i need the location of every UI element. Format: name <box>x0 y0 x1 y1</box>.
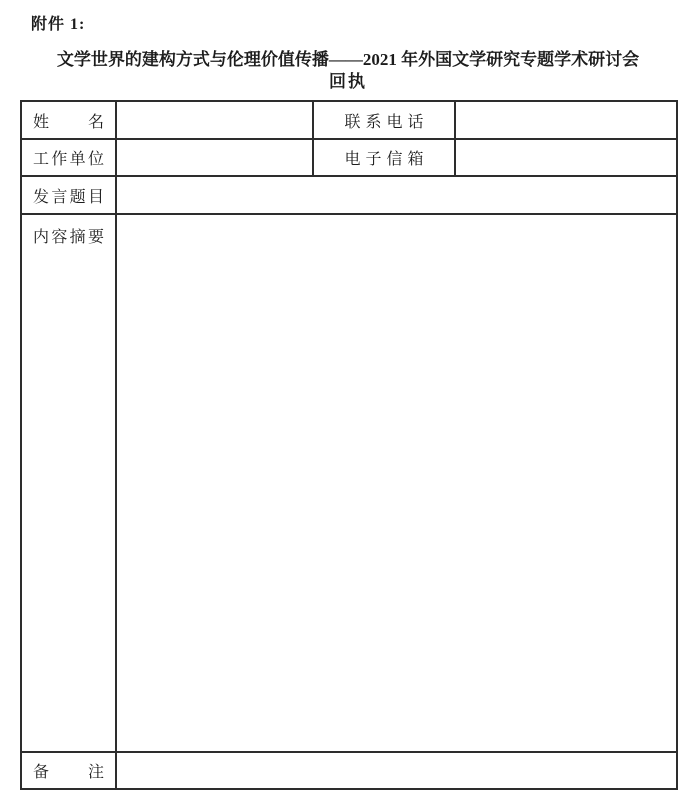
phone-value-cell <box>455 101 677 139</box>
name-value-cell <box>116 101 313 139</box>
table-row-topic <box>21 176 677 214</box>
topic-label-cell: 发言题目 <box>21 176 116 214</box>
remarks-label-cell: 备注 <box>21 752 116 789</box>
table-row-remarks <box>21 752 677 789</box>
table-row-abstract <box>21 214 677 752</box>
table-row-name-phone <box>21 101 677 139</box>
email-value-cell <box>455 139 677 176</box>
abstract-value-cell <box>116 214 677 752</box>
attachment-label: 附件 1: <box>31 16 86 33</box>
work-unit-value-cell <box>116 139 313 176</box>
form-title: 文学世界的建构方式与伦理价值传播——2021 年外国文学研究专题学术研讨会 <box>56 50 640 69</box>
phone-label-cell: 联系电话 <box>313 101 455 139</box>
remarks-value-cell <box>116 752 677 789</box>
name-label-cell: 姓名 <box>21 101 116 139</box>
abstract-label-cell: 内容摘要 <box>21 214 116 752</box>
email-label-cell: 电子信箱 <box>313 139 455 176</box>
table-row-workunit-email <box>21 139 677 176</box>
form-title-block <box>20 49 676 93</box>
form-subtitle: 回执 <box>329 72 367 91</box>
registration-form-table <box>20 100 678 790</box>
topic-value-cell <box>116 176 677 214</box>
work-unit-label-cell: 工作单位 <box>21 139 116 176</box>
